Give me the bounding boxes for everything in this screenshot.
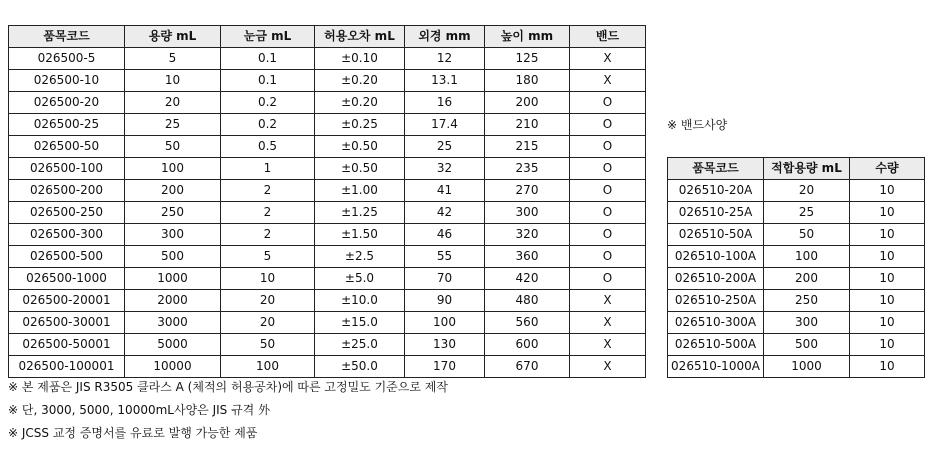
table-cell: 026500-300 bbox=[9, 224, 125, 246]
table-row bbox=[668, 202, 925, 224]
table-row bbox=[668, 180, 925, 202]
table-cell: O bbox=[570, 114, 646, 136]
table-cell: O bbox=[570, 202, 646, 224]
table-cell: 20 bbox=[764, 180, 850, 202]
table-row bbox=[668, 224, 925, 246]
table-row bbox=[9, 334, 646, 356]
table-cell: 026510-1000A bbox=[668, 356, 764, 378]
table-cell: 42 bbox=[405, 202, 485, 224]
table-row bbox=[9, 48, 646, 70]
table-cell: 130 bbox=[405, 334, 485, 356]
table-cell: 026500-100 bbox=[9, 158, 125, 180]
band-spec-table bbox=[667, 157, 925, 378]
table-cell: 026510-300A bbox=[668, 312, 764, 334]
table-cell: 13.1 bbox=[405, 70, 485, 92]
column-header: 품목코드 bbox=[9, 26, 125, 48]
table-cell: O bbox=[570, 246, 646, 268]
table-cell: 50 bbox=[221, 334, 315, 356]
table-cell: X bbox=[570, 70, 646, 92]
table-cell: X bbox=[570, 334, 646, 356]
table-cell: 1000 bbox=[125, 268, 221, 290]
column-header: 밴드 bbox=[570, 26, 646, 48]
table-row bbox=[668, 356, 925, 378]
note-jcss-certificate: ※ JCSS 교정 증명서를 유료로 발행 가능한 제품 bbox=[8, 426, 258, 440]
table-cell: ±50.0 bbox=[315, 356, 405, 378]
note-jis-exception: ※ 단, 3000, 5000, 10000mL사양은 JIS 규격 外 bbox=[8, 403, 271, 417]
table-cell: 026500-20 bbox=[9, 92, 125, 114]
table-cell: O bbox=[570, 136, 646, 158]
table-row bbox=[9, 312, 646, 334]
column-header: 외경 mm bbox=[405, 26, 485, 48]
table-cell: 10 bbox=[850, 246, 925, 268]
table-row bbox=[668, 290, 925, 312]
table-cell: 026510-20A bbox=[668, 180, 764, 202]
table-cell: O bbox=[570, 224, 646, 246]
table-row bbox=[668, 334, 925, 356]
table-cell: 90 bbox=[405, 290, 485, 312]
table-header-row bbox=[9, 26, 646, 48]
column-header: 눈금 mL bbox=[221, 26, 315, 48]
table-cell: ±1.50 bbox=[315, 224, 405, 246]
table-cell: 1 bbox=[221, 158, 315, 180]
table-cell: X bbox=[570, 48, 646, 70]
table-cell: O bbox=[570, 158, 646, 180]
table-cell: 2000 bbox=[125, 290, 221, 312]
table-cell: 600 bbox=[485, 334, 570, 356]
table-cell: 10 bbox=[850, 202, 925, 224]
table-cell: 50 bbox=[125, 136, 221, 158]
table-cell: ±0.20 bbox=[315, 70, 405, 92]
table-cell: 0.2 bbox=[221, 92, 315, 114]
table-cell: 300 bbox=[764, 312, 850, 334]
table-cell: 5 bbox=[125, 48, 221, 70]
table-cell: 50 bbox=[764, 224, 850, 246]
table-cell: 215 bbox=[485, 136, 570, 158]
table-cell: 20 bbox=[221, 312, 315, 334]
table-cell: 026510-100A bbox=[668, 246, 764, 268]
table-cell: 026500-30001 bbox=[9, 312, 125, 334]
table-cell: 10 bbox=[850, 312, 925, 334]
table-cell: 100 bbox=[764, 246, 850, 268]
table-cell: 20 bbox=[221, 290, 315, 312]
table-row bbox=[9, 114, 646, 136]
table-row bbox=[9, 224, 646, 246]
column-header: 높이 mm bbox=[485, 26, 570, 48]
table-cell: 10 bbox=[125, 70, 221, 92]
table-cell: 200 bbox=[485, 92, 570, 114]
table-row bbox=[9, 136, 646, 158]
table-cell: 10 bbox=[221, 268, 315, 290]
table-cell: 16 bbox=[405, 92, 485, 114]
table-cell: 026510-50A bbox=[668, 224, 764, 246]
product-spec-table bbox=[8, 25, 646, 378]
table-cell: 20 bbox=[125, 92, 221, 114]
table-cell: 25 bbox=[125, 114, 221, 136]
table-cell: 300 bbox=[125, 224, 221, 246]
table-cell: 10 bbox=[850, 268, 925, 290]
table-cell: 100 bbox=[221, 356, 315, 378]
table-cell: ±10.0 bbox=[315, 290, 405, 312]
table-cell: 026500-50 bbox=[9, 136, 125, 158]
table-cell: 480 bbox=[485, 290, 570, 312]
table-cell: 026500-25 bbox=[9, 114, 125, 136]
table-cell: 250 bbox=[125, 202, 221, 224]
table-cell: 560 bbox=[485, 312, 570, 334]
table-cell: 026500-100001 bbox=[9, 356, 125, 378]
table-cell: 3000 bbox=[125, 312, 221, 334]
table-cell: 026500-50001 bbox=[9, 334, 125, 356]
table-cell: 10 bbox=[850, 290, 925, 312]
table-row bbox=[9, 290, 646, 312]
table-cell: 17.4 bbox=[405, 114, 485, 136]
table-cell: 300 bbox=[485, 202, 570, 224]
table-cell: 10 bbox=[850, 356, 925, 378]
table-cell: ±2.5 bbox=[315, 246, 405, 268]
table-row bbox=[668, 246, 925, 268]
table-row bbox=[9, 70, 646, 92]
table-row bbox=[9, 202, 646, 224]
table-row bbox=[9, 92, 646, 114]
table-cell: 55 bbox=[405, 246, 485, 268]
band-spec-title: ※ 밴드사양 bbox=[667, 118, 728, 132]
table-cell: 235 bbox=[485, 158, 570, 180]
table-cell: 10000 bbox=[125, 356, 221, 378]
table-cell: 125 bbox=[485, 48, 570, 70]
table-cell: O bbox=[570, 268, 646, 290]
table-cell: 0.1 bbox=[221, 48, 315, 70]
table-header-row bbox=[668, 158, 925, 180]
table-cell: 41 bbox=[405, 180, 485, 202]
table-cell: 2 bbox=[221, 202, 315, 224]
table-cell: 170 bbox=[405, 356, 485, 378]
table-cell: ±1.00 bbox=[315, 180, 405, 202]
table-cell: 2 bbox=[221, 180, 315, 202]
table-cell: 12 bbox=[405, 48, 485, 70]
table-cell: 0.5 bbox=[221, 136, 315, 158]
column-header: 수량 bbox=[850, 158, 925, 180]
table-cell: 5000 bbox=[125, 334, 221, 356]
table-cell: 180 bbox=[485, 70, 570, 92]
table-cell: 360 bbox=[485, 246, 570, 268]
table-cell: 320 bbox=[485, 224, 570, 246]
table-cell: 200 bbox=[125, 180, 221, 202]
table-row bbox=[9, 158, 646, 180]
table-cell: 026500-250 bbox=[9, 202, 125, 224]
table-cell: 25 bbox=[405, 136, 485, 158]
table-row bbox=[9, 356, 646, 378]
table-cell: 10 bbox=[850, 180, 925, 202]
table-row bbox=[668, 268, 925, 290]
table-cell: 026500-500 bbox=[9, 246, 125, 268]
table-cell: 46 bbox=[405, 224, 485, 246]
table-cell: X bbox=[570, 290, 646, 312]
table-cell: 250 bbox=[764, 290, 850, 312]
table-cell: 026500-1000 bbox=[9, 268, 125, 290]
table-cell: ±1.25 bbox=[315, 202, 405, 224]
table-cell: 270 bbox=[485, 180, 570, 202]
table-cell: 2 bbox=[221, 224, 315, 246]
table-cell: X bbox=[570, 312, 646, 334]
table-cell: 026500-200 bbox=[9, 180, 125, 202]
table-row bbox=[9, 180, 646, 202]
table-cell: 026500-10 bbox=[9, 70, 125, 92]
table-cell: 5 bbox=[221, 246, 315, 268]
table-cell: 70 bbox=[405, 268, 485, 290]
table-row bbox=[668, 312, 925, 334]
table-cell: 026510-250A bbox=[668, 290, 764, 312]
column-header: 용량 mL bbox=[125, 26, 221, 48]
table-cell: 500 bbox=[764, 334, 850, 356]
table-cell: 026500-5 bbox=[9, 48, 125, 70]
table-cell: O bbox=[570, 180, 646, 202]
table-cell: 25 bbox=[764, 202, 850, 224]
table-cell: 026510-25A bbox=[668, 202, 764, 224]
table-cell: ±0.25 bbox=[315, 114, 405, 136]
table-cell: 026510-200A bbox=[668, 268, 764, 290]
table-cell: 420 bbox=[485, 268, 570, 290]
note-jis-class-a: ※ 본 제품은 JIS R3505 클라스 A (체적의 허용공차)에 따른 고정밀도 기준으로 제작 bbox=[8, 380, 448, 394]
table-cell: 32 bbox=[405, 158, 485, 180]
table-cell: ±25.0 bbox=[315, 334, 405, 356]
table-cell: 0.1 bbox=[221, 70, 315, 92]
table-cell: ±5.0 bbox=[315, 268, 405, 290]
table-cell: 100 bbox=[125, 158, 221, 180]
column-header: 허용오차 mL bbox=[315, 26, 405, 48]
table-cell: 200 bbox=[764, 268, 850, 290]
table-cell: ±0.50 bbox=[315, 136, 405, 158]
table-cell: 500 bbox=[125, 246, 221, 268]
table-cell: 100 bbox=[405, 312, 485, 334]
column-header: 적합용량 mL bbox=[764, 158, 850, 180]
table-cell: 210 bbox=[485, 114, 570, 136]
table-cell: 670 bbox=[485, 356, 570, 378]
table-cell: 026510-500A bbox=[668, 334, 764, 356]
table-cell: 0.2 bbox=[221, 114, 315, 136]
table-row bbox=[9, 246, 646, 268]
table-cell: 10 bbox=[850, 334, 925, 356]
table-cell: 1000 bbox=[764, 356, 850, 378]
table-cell: O bbox=[570, 92, 646, 114]
table-cell: ±0.20 bbox=[315, 92, 405, 114]
table-cell: 026500-20001 bbox=[9, 290, 125, 312]
table-cell: ±15.0 bbox=[315, 312, 405, 334]
table-row bbox=[9, 268, 646, 290]
table-cell: 10 bbox=[850, 224, 925, 246]
table-cell: ±0.50 bbox=[315, 158, 405, 180]
column-header: 품목코드 bbox=[668, 158, 764, 180]
table-cell: X bbox=[570, 356, 646, 378]
table-cell: ±0.10 bbox=[315, 48, 405, 70]
